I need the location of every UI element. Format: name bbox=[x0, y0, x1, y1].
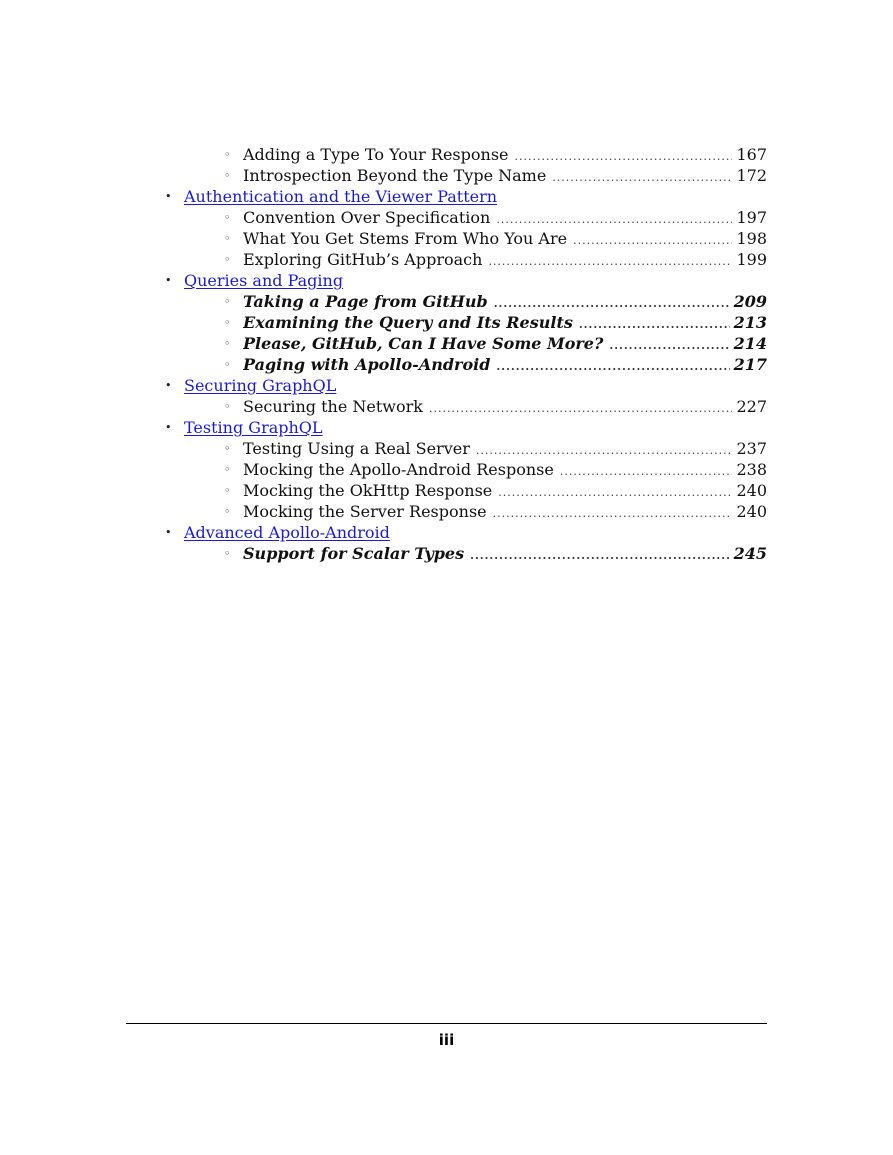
chapter-bullet-icon: • bbox=[165, 421, 172, 434]
chapter-bullet-icon: • bbox=[165, 190, 172, 203]
toc-entry-title: Mocking the Server Response bbox=[243, 501, 493, 522]
section-bullet-icon: ◦ bbox=[224, 505, 231, 518]
toc-entry-introspection[interactable] bbox=[0, 165, 893, 186]
toc-entry-page: 167 bbox=[736, 145, 767, 164]
toc-entry-title: Securing the Network bbox=[243, 396, 429, 417]
toc-entry-title: Introspection Beyond the Type Name bbox=[243, 165, 552, 186]
dot-leader bbox=[493, 503, 733, 522]
toc-chapter-advanced-apollo bbox=[0, 522, 893, 543]
chapter-bullet-icon: • bbox=[165, 379, 172, 392]
section-bullet-icon: ◦ bbox=[224, 337, 231, 350]
toc-entry-page: 238 bbox=[736, 460, 767, 479]
toc-chapter-testing-graphql bbox=[0, 417, 893, 438]
toc-entry-mocking-okhttp[interactable] bbox=[0, 480, 893, 501]
dot-leader bbox=[498, 482, 732, 501]
toc-chapter-securing-graphql bbox=[0, 375, 893, 396]
chapter-bullet-icon: • bbox=[165, 526, 172, 539]
toc-entry-title: Taking a Page from GitHub bbox=[243, 291, 494, 312]
section-bullet-icon: ◦ bbox=[224, 484, 231, 497]
toc-entry-taking-a-page[interactable] bbox=[0, 291, 893, 312]
toc-entry-page: 240 bbox=[736, 481, 767, 500]
dot-leader bbox=[429, 398, 733, 417]
dot-leader bbox=[573, 230, 732, 249]
toc-entry-title: What You Get Stems From Who You Are bbox=[243, 228, 573, 249]
chapter-bullet-icon: • bbox=[165, 274, 172, 287]
section-bullet-icon: ◦ bbox=[224, 547, 231, 560]
toc-entry-paging-apollo[interactable] bbox=[0, 354, 893, 375]
toc-entry-page: 214 bbox=[733, 334, 767, 353]
dot-leader bbox=[476, 440, 733, 459]
section-bullet-icon: ◦ bbox=[224, 295, 231, 308]
dot-leader bbox=[494, 293, 730, 312]
chapter-link-queries-paging[interactable]: Queries and Paging bbox=[184, 271, 344, 290]
toc-entry-title: Convention Over Specification bbox=[243, 207, 496, 228]
toc-entry-exploring-github[interactable] bbox=[0, 249, 893, 270]
toc-entry-title: Adding a Type To Your Response bbox=[243, 144, 515, 165]
section-bullet-icon: ◦ bbox=[224, 232, 231, 245]
toc-entry-securing-network[interactable] bbox=[0, 396, 893, 417]
dot-leader bbox=[552, 167, 732, 186]
section-bullet-icon: ◦ bbox=[224, 253, 231, 266]
dot-leader bbox=[609, 335, 729, 354]
chapter-link-authentication[interactable]: Authentication and the Viewer Pattern bbox=[184, 187, 498, 206]
section-bullet-icon: ◦ bbox=[224, 400, 231, 413]
toc-entry-please-github[interactable] bbox=[0, 333, 893, 354]
dot-leader bbox=[496, 209, 732, 228]
toc-entry-page: 209 bbox=[733, 292, 767, 311]
chapter-link-advanced-apollo[interactable]: Advanced Apollo-Android bbox=[184, 523, 390, 542]
toc-entry-page: 237 bbox=[736, 439, 767, 458]
toc-entry-page: 198 bbox=[736, 229, 767, 248]
section-bullet-icon: ◦ bbox=[224, 148, 231, 161]
section-bullet-icon: ◦ bbox=[224, 442, 231, 455]
dot-leader bbox=[488, 251, 732, 270]
section-bullet-icon: ◦ bbox=[224, 463, 231, 476]
toc-entry-title: Exploring GitHub’s Approach bbox=[243, 249, 488, 270]
section-bullet-icon: ◦ bbox=[224, 211, 231, 224]
toc-entry-title: Mocking the OkHttp Response bbox=[243, 480, 498, 501]
dot-leader bbox=[496, 356, 729, 375]
chapter-link-testing-graphql[interactable]: Testing GraphQL bbox=[184, 418, 323, 437]
page-number: iii bbox=[438, 1031, 455, 1049]
toc-entry-adding-a-type[interactable] bbox=[0, 144, 893, 165]
toc-entry-page: 245 bbox=[733, 544, 767, 563]
dot-leader bbox=[515, 146, 733, 165]
toc-entry-page: 227 bbox=[736, 397, 767, 416]
toc-chapter-authentication bbox=[0, 186, 893, 207]
toc-entry-title: Mocking the Apollo-Android Response bbox=[243, 459, 560, 480]
dot-leader bbox=[579, 314, 730, 333]
toc-entry-title: Paging with Apollo-Android bbox=[243, 354, 496, 375]
toc-entry-title: Testing Using a Real Server bbox=[243, 438, 476, 459]
toc-entry-examining-query[interactable] bbox=[0, 312, 893, 333]
toc-entry-title: Please, GitHub, Can I Have Some More? bbox=[243, 333, 609, 354]
toc-chapter-queries-paging bbox=[0, 270, 893, 291]
dot-leader bbox=[470, 545, 729, 564]
section-bullet-icon: ◦ bbox=[224, 169, 231, 182]
toc-entry-title: Examining the Query and Its Results bbox=[243, 312, 579, 333]
toc-entry-testing-real-server[interactable] bbox=[0, 438, 893, 459]
toc-entry-page: 199 bbox=[736, 250, 767, 269]
chapter-link-securing-graphql[interactable]: Securing GraphQL bbox=[184, 376, 337, 395]
toc-entry-mocking-apollo[interactable] bbox=[0, 459, 893, 480]
section-bullet-icon: ◦ bbox=[224, 358, 231, 371]
toc-entry-page: 217 bbox=[733, 355, 767, 374]
toc-entry-mocking-server[interactable] bbox=[0, 501, 893, 522]
footer-divider bbox=[126, 1023, 767, 1024]
toc-entry-title: Support for Scalar Types bbox=[243, 543, 470, 564]
toc-entry-page: 172 bbox=[736, 166, 767, 185]
toc-entry-scalar-types[interactable] bbox=[0, 543, 893, 564]
toc-entry-what-you-get[interactable] bbox=[0, 228, 893, 249]
toc-entry-page: 197 bbox=[736, 208, 767, 227]
toc-entry-page: 213 bbox=[733, 313, 767, 332]
toc-entry-convention[interactable] bbox=[0, 207, 893, 228]
dot-leader bbox=[560, 461, 733, 480]
toc-entry-page: 240 bbox=[736, 502, 767, 521]
section-bullet-icon: ◦ bbox=[224, 316, 231, 329]
